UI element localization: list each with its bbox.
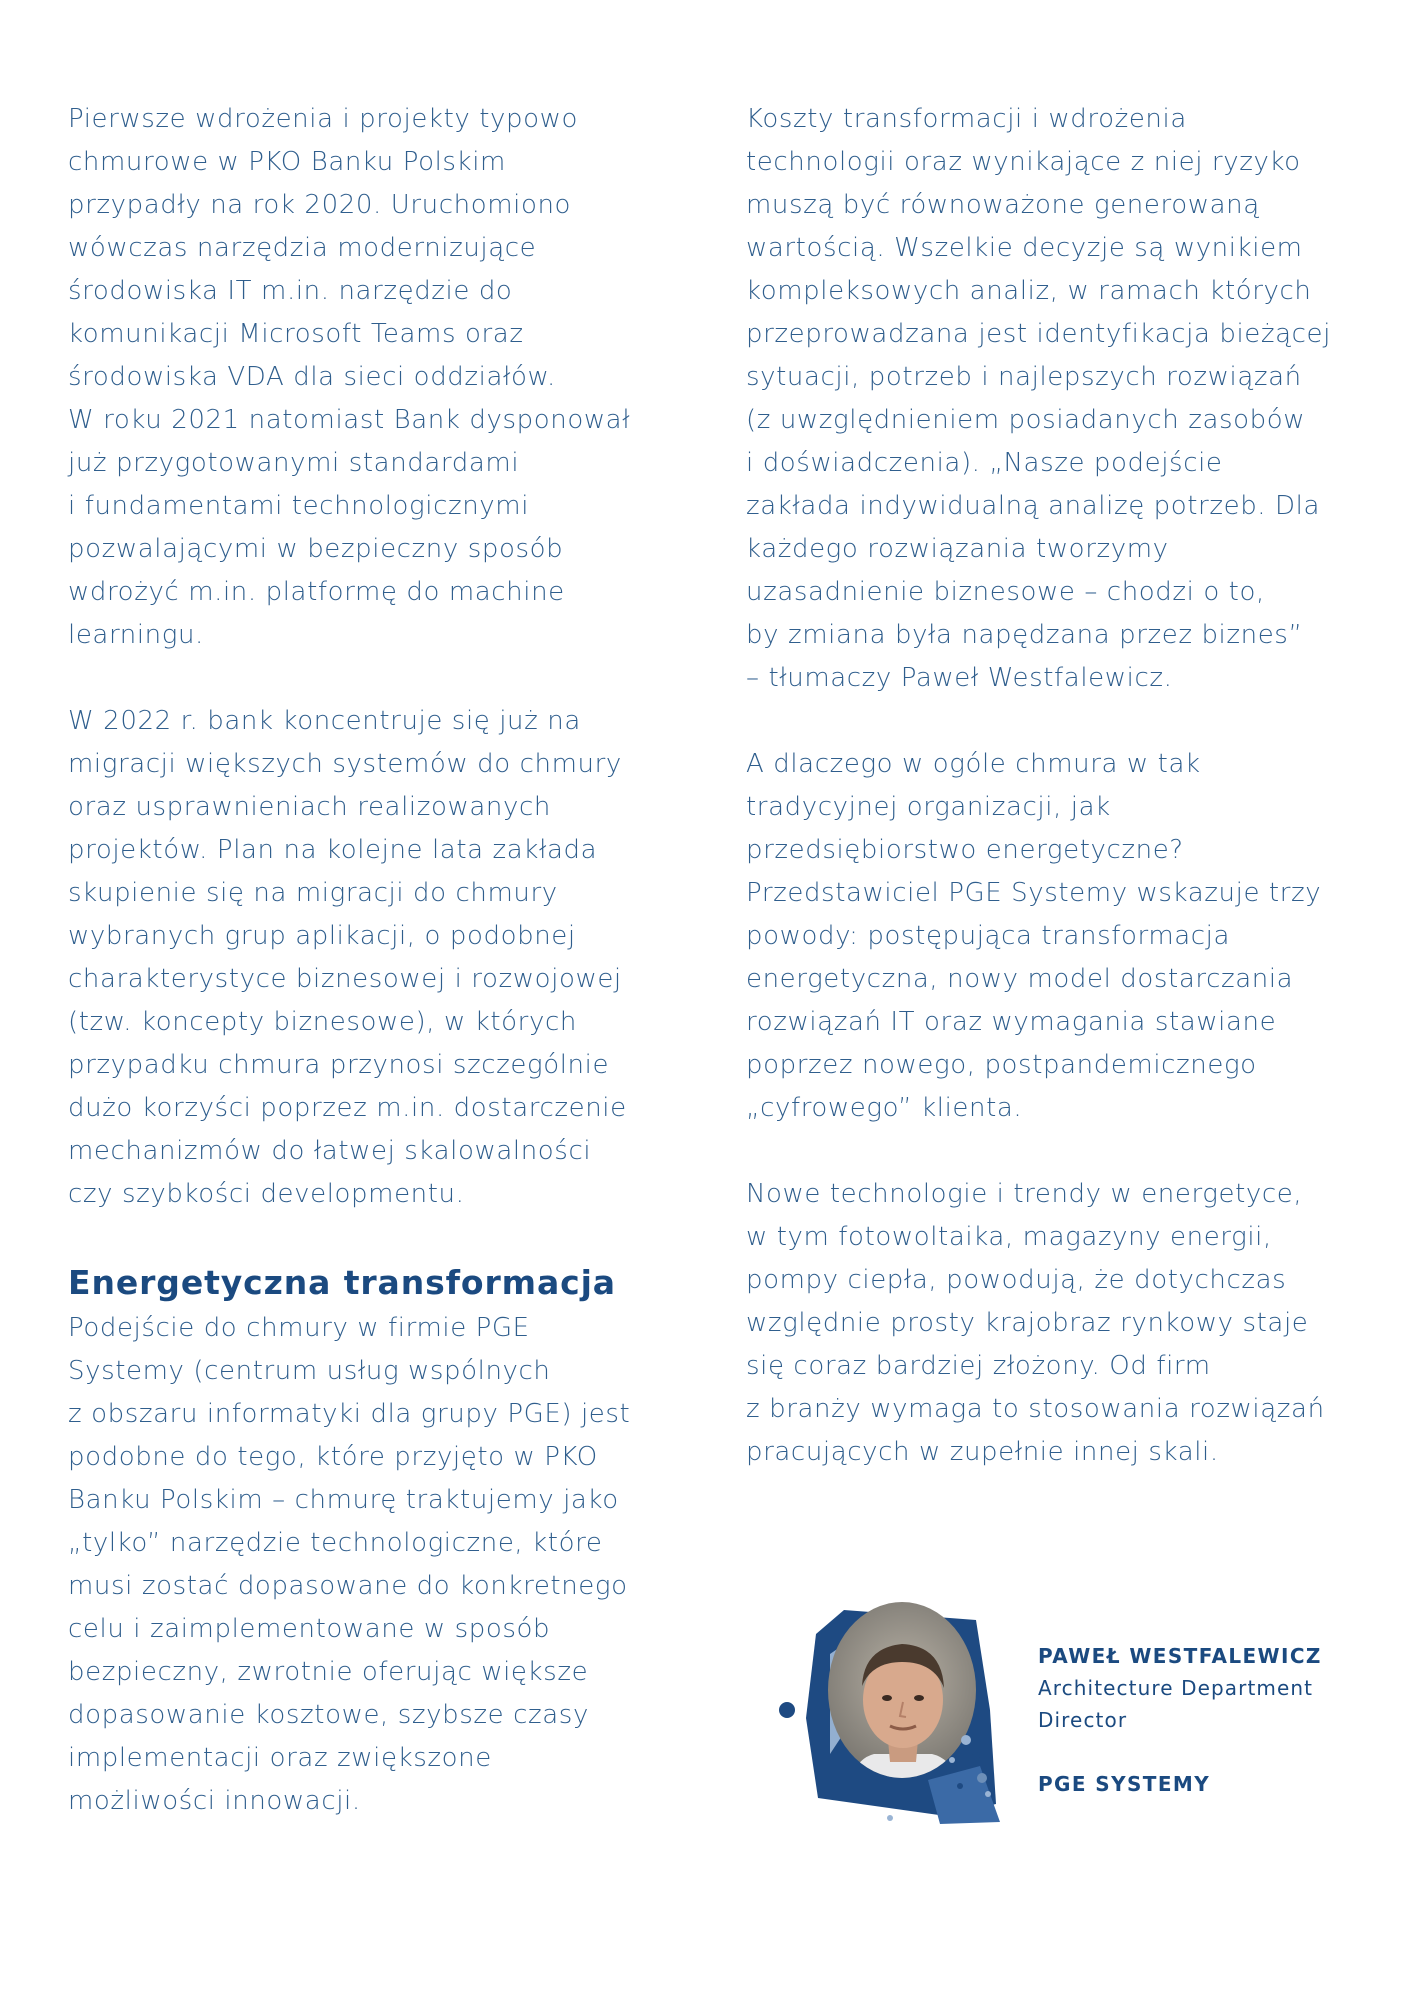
person-caption (1038, 1640, 1368, 1800)
paragraph-new-technologies: Nowe technologie i trendy w energetyce, w tym fotowoltaika, magazyny energii, pompy ciepła, powodują, że dotychczas względnie prosty krajobraz rynkowy staje się coraz bardziej złożony. Od firm z branży wymaga to stosowania rozwiązań pracujących w zupełnie innej skali. (746, 1179, 1325, 1467)
portrait-illustration (770, 1590, 1010, 1830)
right-column (746, 98, 1366, 1517)
paragraph-pko-first-deployments: Pierwsze wdrożenia i projekty typowo chmurowe w PKO Banku Polskim przypadły na rok 2020. Uruchomiono wówczas narzędzia modernizujące środowiska IT m.in. narzędzie do komunikacji Microsoft Teams oraz środowiska VDA dla sieci oddziałów. W roku 2021 natomiast Bank dysponował już przygotowanymi standardami i fundamentami technologicznymi pozwalającymi w bezpieczny sposób wdrożyć m.in. platformę do machine learningu. (68, 104, 631, 650)
paragraph-why-cloud: A dlaczego w ogóle chmura w tak tradycyjnej organizacji, jak przedsiębiorstwo energetyczne? Przedstawiciel PGE Systemy wskazuje trzy powody: postępująca transformacja energetyczna, nowy model dostarczania rozwiązań IT oraz wymagania stawiane poprzez nowego, postpandemicznego „cyfrowego” klienta. (746, 749, 1322, 1123)
person-photo (770, 1590, 1010, 1830)
paragraph-pko-2022-plans: W 2022 r. bank koncentruje się już na migracji większych systemów do chmury oraz usprawnieniach realizowanych projektów. Plan na kolejne lata zakłada skupienie się na migracji do chmury wybranych grup aplikacji, o podobnej charakterystyce biznesowej i rozwojowej (tzw. koncepty biznesowe), w których przypadku chmura przynosi szczególnie dużo korzyści poprzez m.in. dostarczenie mechanizmów do łatwej skalowalności czy szybkości developmentu. (68, 706, 627, 1209)
paragraph-costs: Koszty transformacji i wdrożenia technologii oraz wynikające z niej ryzyko muszą być równoważone generowaną wartością. Wszelkie decyzje są wynikiem kompleksowych analiz, w ramach których przeprowadzana jest identyfikacja bieżącej sytuacji, potrzeb i najlepszych rozwiązań (z uwzględnieniem posiadanych zasobów i doświadczenia). „Nasze podejście zakłada indywidualną analizę potrzeb. Dla każdego rozwiązania tworzymy uzasadnienie biznesowe – chodzi o to, by zmiana była napędzana przez biznes” – tłumaczy Paweł Westfalewicz. (746, 104, 1331, 693)
paragraph-pge-approach: Podejście do chmury w firmie PGE Systemy (centrum usług wspólnych z obszaru informatyki dla grupy PGE) jest podobne do tego, które przyjęto w PKO Banku Polskim – chmurę traktujemy jako „tylko” narzędzie technologiczne, które musi zostać dopasowane do konkretnego celu i zaimplementowane w sposób bezpieczny, zwrotnie oferując większe dopasowanie kosztowe, szybsze czasy implementacji oraz zwiększone możliwości innowacji. (68, 1313, 631, 1816)
left-column (68, 98, 676, 1866)
person-card (770, 1590, 1370, 1840)
person-role: Architecture Department Director (1038, 1676, 1314, 1732)
person-name: PAWEŁ WESTFALEWICZ (1038, 1644, 1322, 1668)
decor-dot (779, 1702, 795, 1718)
section-heading: Energetyczna transformacja (68, 1263, 616, 1302)
person-company: PGE SYSTEMY (1038, 1772, 1211, 1796)
